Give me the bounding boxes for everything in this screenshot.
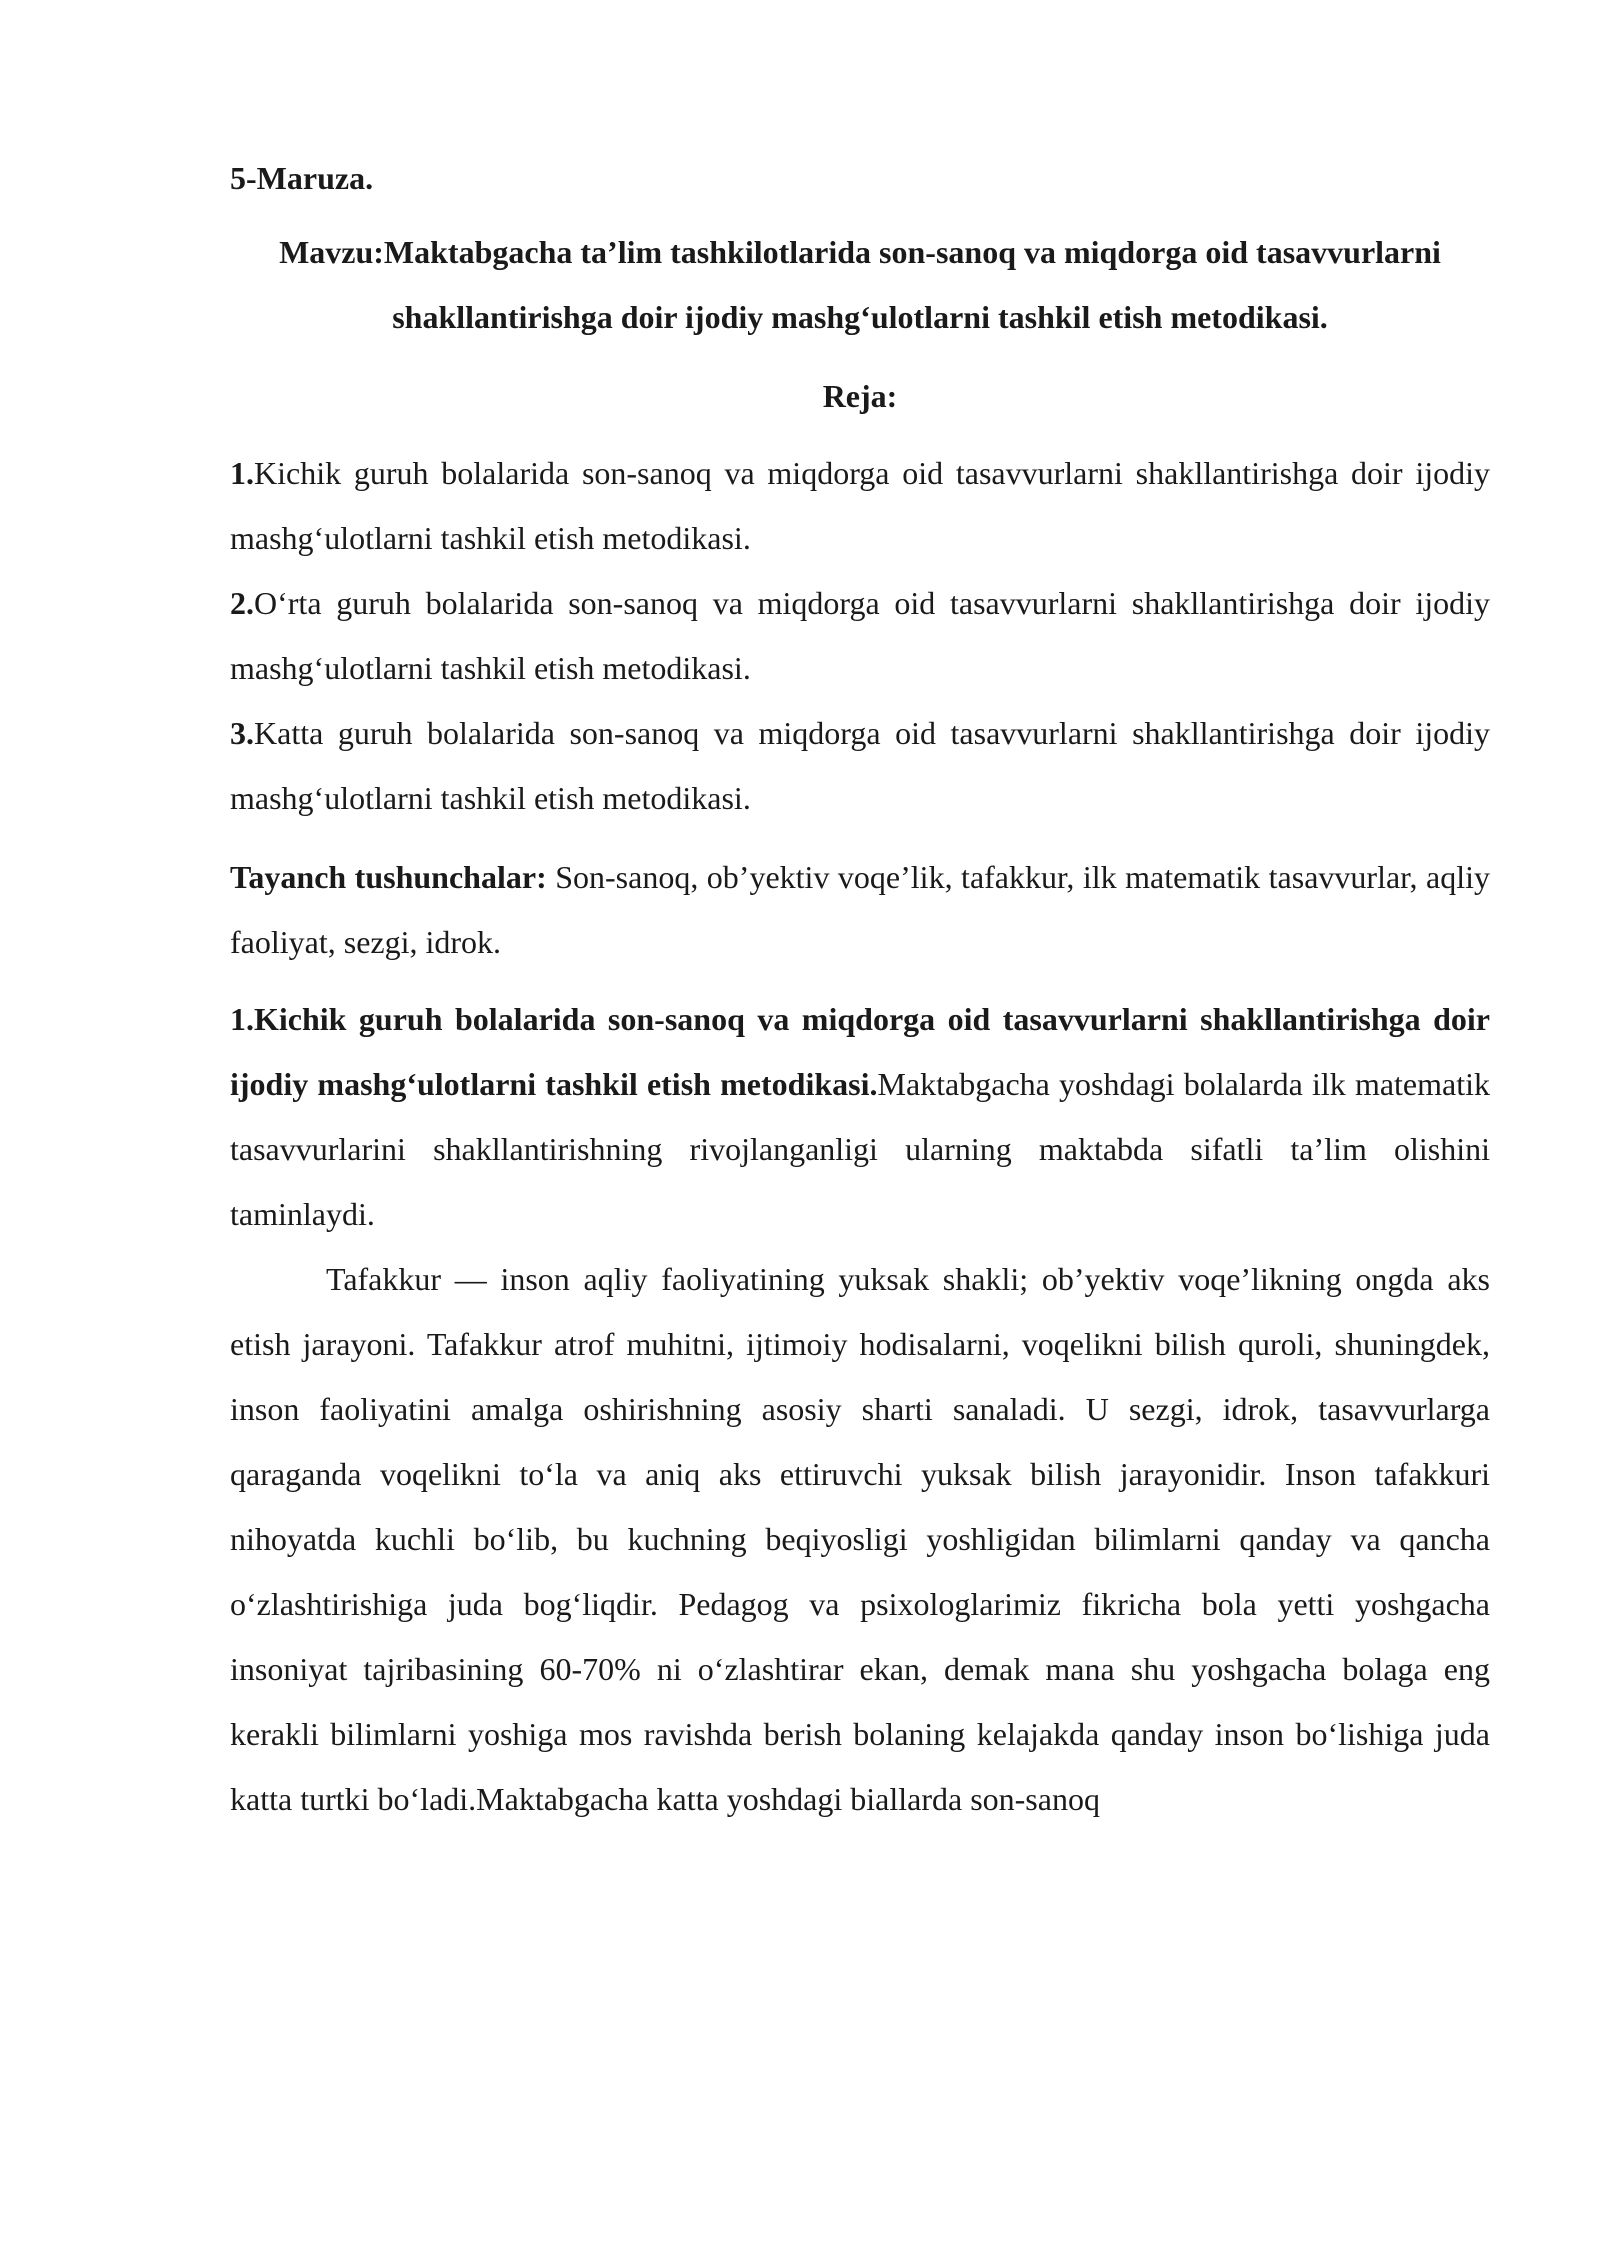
topic-title: Mavzu:Maktabgacha ta’lim tashkilotlarida son-sanoq va miqdorga oid tasavvurlarni shakllantirishga doir ijodiy mashg‘ulotlarni tashkil etish metodikasi. bbox=[279, 234, 1441, 335]
section-1-heading: 1.Kichik guruh bolalarida son-sanoq va miqdorga oid tasavvurlarni shakllantirishga doir ijodiy mashg‘ulotlarni tashkil etish metodikasi. bbox=[230, 1001, 1490, 1102]
plan-item bbox=[230, 701, 1490, 831]
plan-item-text: Kichik guruh bolalarida son-sanoq va miqdorga oid tasavvurlarni shakllantirishga doir ijodiy mashg‘ulotlarni tashkil etish metodikasi. bbox=[230, 455, 1490, 556]
plan-item-text: O‘rta guruh bolalarida son-sanoq va miqdorga oid tasavvurlarni shakllantirishga doir ijodiy mashg‘ulotlarni tashkil etish metodikasi. bbox=[230, 585, 1490, 686]
section-1 bbox=[230, 987, 1490, 1247]
keywords-text: Son-sanoq, ob’yektiv voqe’lik, tafakkur, ilk matematik tasavvurlar, aqliy faoliyat, sezgi, idrok. bbox=[230, 859, 1491, 960]
section-1-text: Maktabgacha yoshdagi bolalarda ilk matematik tasavvurlarini shakllantirishning rivojlanganligi ularning maktabda sifatli ta’lim olishini taminlaydi. bbox=[230, 1066, 1491, 1232]
plan-item-number: 3. bbox=[230, 715, 254, 751]
body-paragraph: Tafakkur — inson aqliy faoliyatining yuksak shakli; ob’yektiv voqe’likning ongda aks etish jarayoni. Tafakkur atrof muhitni, ijtimoiy hodisalarni, voqelikni bilish quroli, shuningdek, inson faoliyatini amalga oshirishning asosiy sharti sanaladi. U sezgi, idrok, tasavvurlarga qaraganda voqelikni to‘la va aniq aks ettiruvchi yuksak bilish jarayonidir. Inson tafakkuri nihoyatda kuchli bo‘lib, bu kuchning beqiyosligi yoshligidan bilimlarni qanday va qancha o‘zlashtirishiga juda bog‘liqdir. Pedagog va psixologlarimiz fikricha bola yetti yoshgacha insoniyat tajribasining 60-70% ni o‘zlashtirar ekan, demak mana shu yoshgacha bolaga eng kerakli bilimlarni yoshiga mos ravishda berish bolaning kelajakda qanday inson bo‘lishiga juda katta turtki bo‘ladi.Maktabgacha katta yoshdagi biallarda son-sanoq bbox=[230, 1261, 1490, 1817]
plan-item-number: 2. bbox=[230, 585, 254, 621]
plan-heading: Reja: bbox=[822, 378, 898, 414]
plan-item-text: Katta guruh bolalarida son-sanoq va miqdorga oid tasavvurlarni shakllantirishga doir ijodiy mashg‘ulotlarni tashkil etish metodikasi. bbox=[230, 715, 1490, 816]
plan-item-number: 1. bbox=[230, 455, 254, 491]
keywords-paragraph bbox=[230, 845, 1490, 975]
plan-list bbox=[230, 441, 1490, 831]
plan-item bbox=[230, 571, 1490, 701]
plan-item bbox=[230, 441, 1490, 571]
lecture-number: 5-Maruza. bbox=[230, 160, 374, 196]
document-page bbox=[230, 148, 1490, 1832]
keywords-label: Tayanch tushunchalar: bbox=[230, 859, 547, 895]
